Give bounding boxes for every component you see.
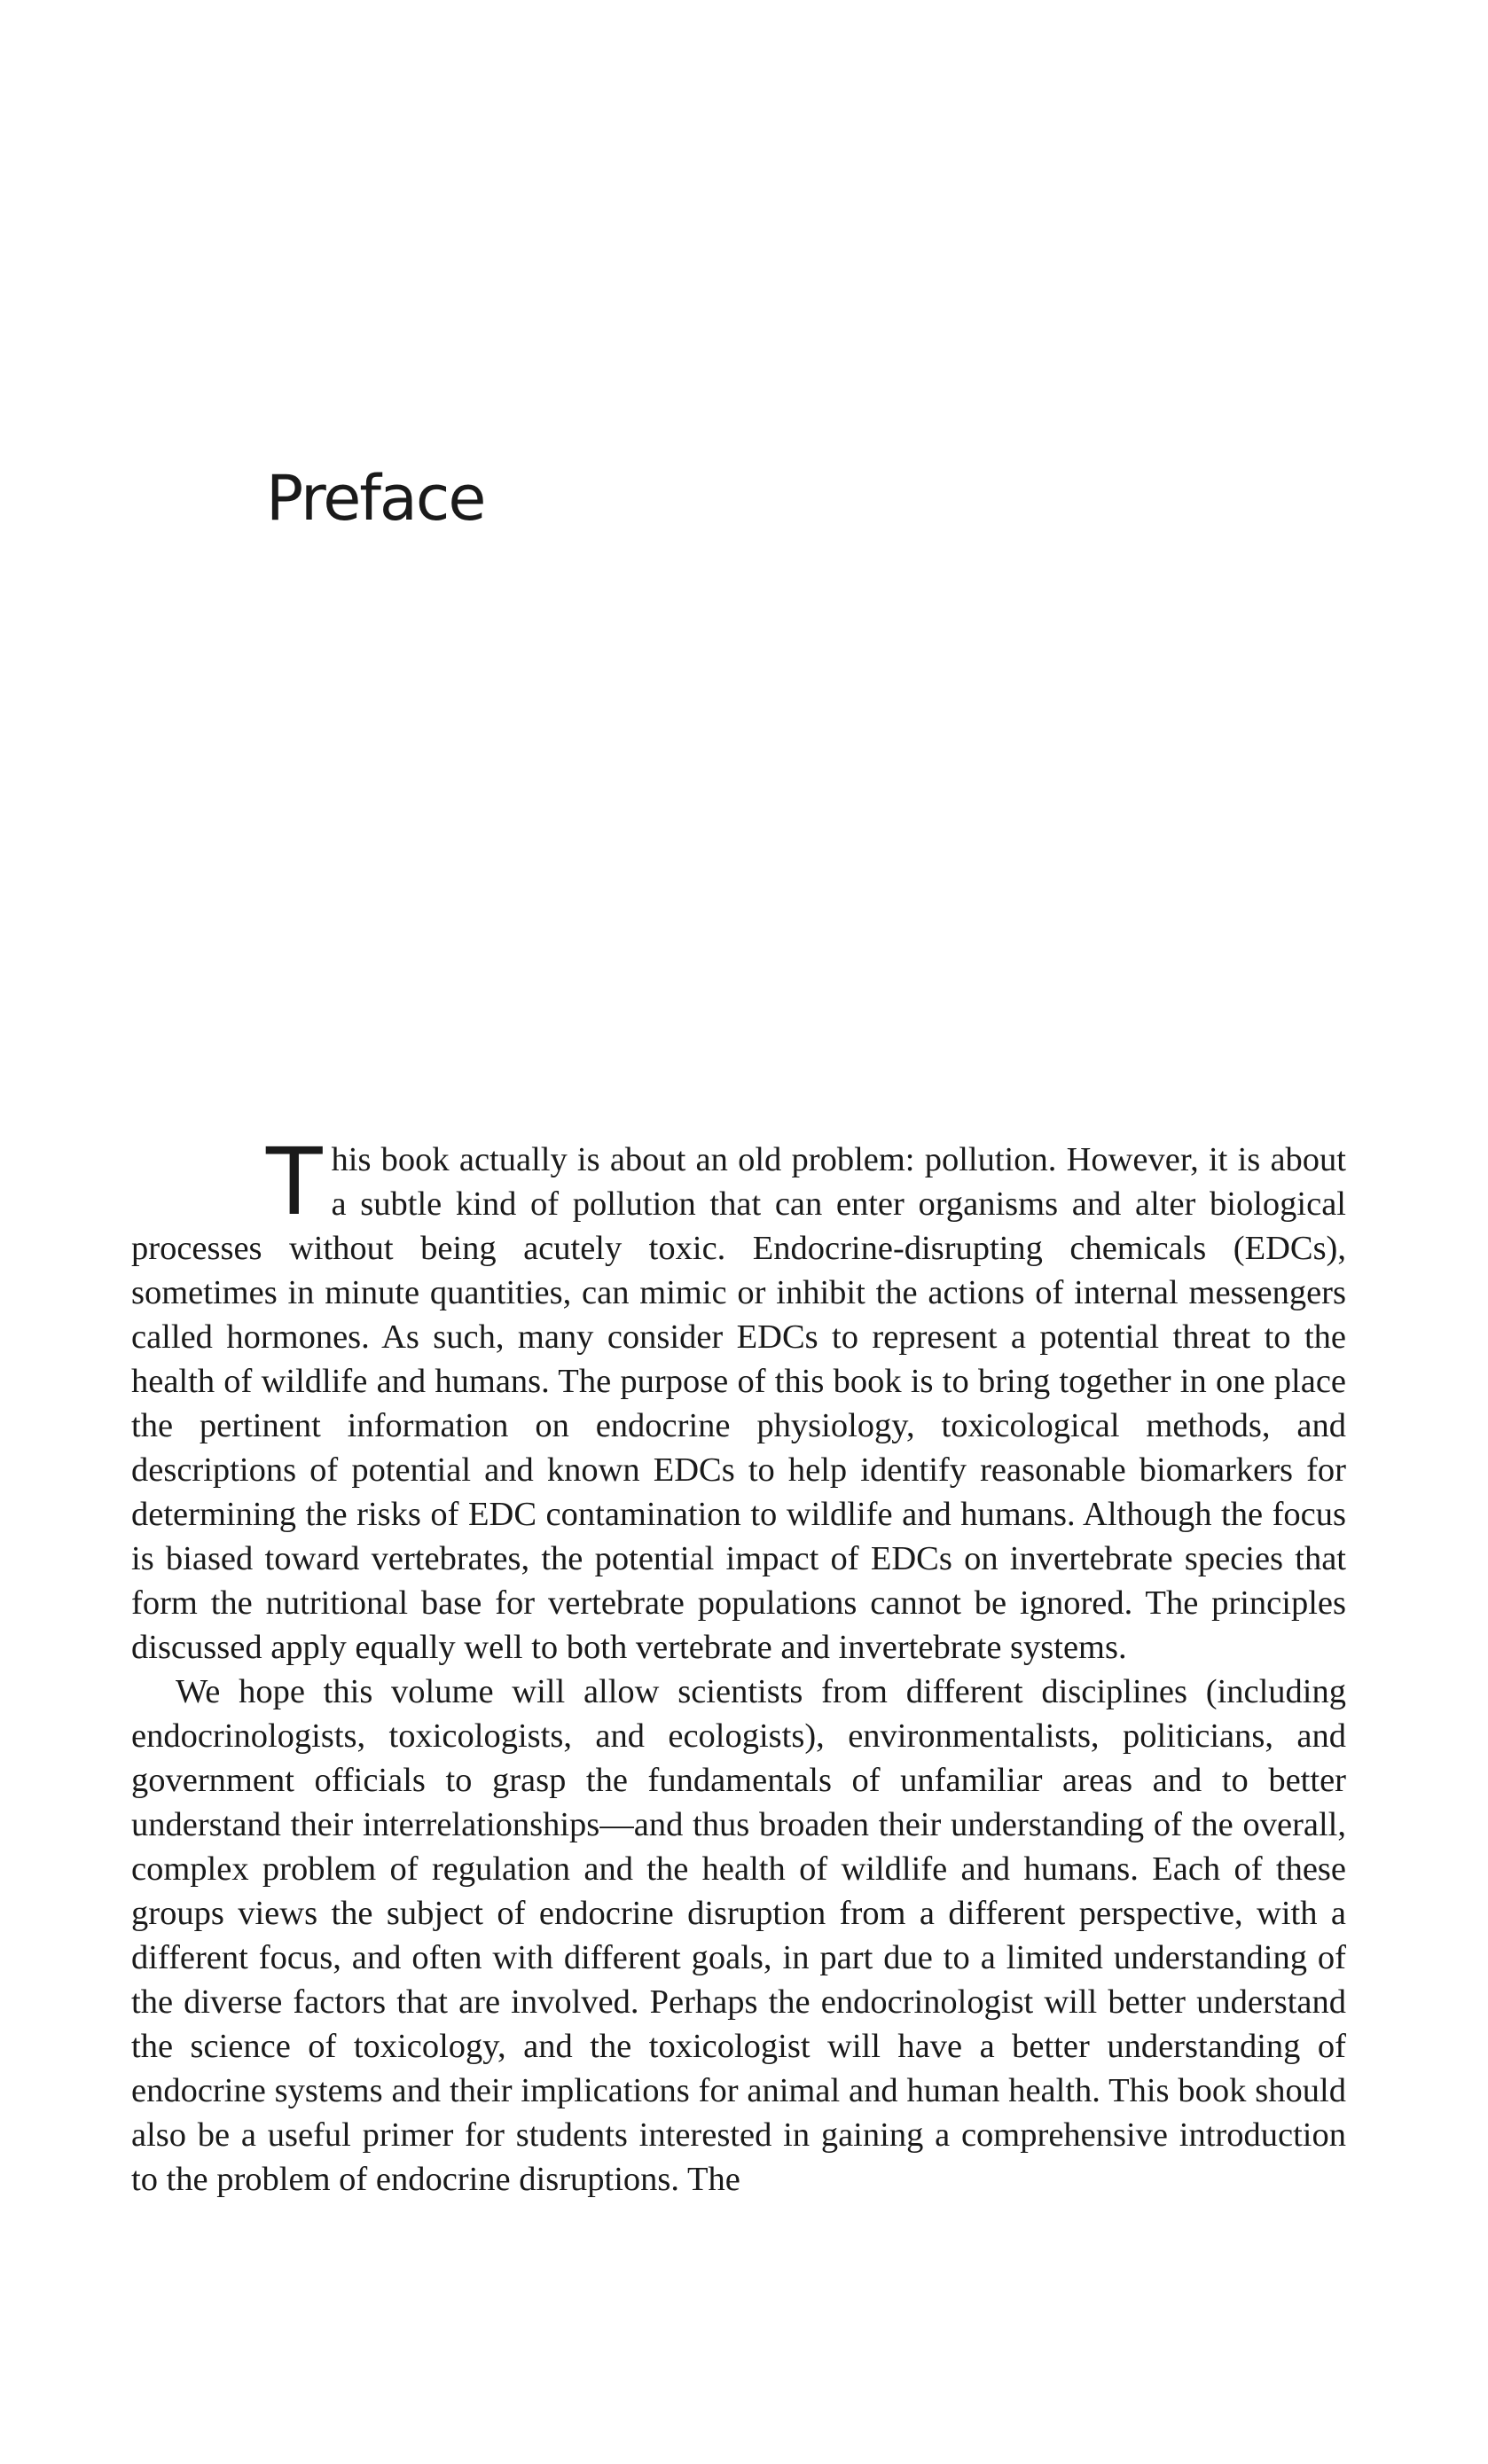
paragraph-1 [131, 1128, 1346, 1670]
body-text [131, 1128, 1346, 2202]
drop-cap: T [266, 1128, 323, 1236]
paragraph-1-text: his book actually is about an old problem: pollution. However, it is about a subtle kind of pollution that can enter organisms and alter biological processes without being acutely toxic. Endocrine-disrupting chemicals (EDCs), sometimes in minute quantities, can mimic or inhibit the actions of internal messengers called hormones. As such, many consider EDCs to represent a potential threat to the health of wildlife and humans. The purpose of this book is to bring together in one place the pertinent information on endocrine physiology, toxicological methods, and descriptions of potential and known EDCs to help identify reasonable biomarkers for determining the risks of EDC contamination to wildlife and humans. Although the focus is biased toward vertebrates, the potential impact of EDCs on invertebrate species that form the nutritional base for vertebrate populations cannot be ignored. The principles discussed apply equally well to both vertebrate and invertebrate systems. [131, 1141, 1346, 1666]
chapter-title: Preface [266, 462, 485, 535]
paragraph-2: We hope this volume will allow scientists from different disciplines (including endocrinologists, toxicologists, and ecologists), environmentalists, politicians, and government officials to grasp the fundamentals of unfamiliar areas and to better understand their interrelationships—and thus broaden their understanding of the overall, complex problem of regulation and the health of wildlife and humans. Each of these groups views the subject of endocrine disruption from a different perspective, with a different focus, and often with different goals, in part due to a limited understanding of the diverse factors that are involved. Perhaps the endocrinologist will better understand the science of toxicology, and the toxicologist will have a better understanding of endocrine systems and their implications for animal and human health. This book should also be a useful primer for students interested in gaining a comprehensive introduction to the problem of endocrine disruptions. The [131, 1673, 1346, 2198]
